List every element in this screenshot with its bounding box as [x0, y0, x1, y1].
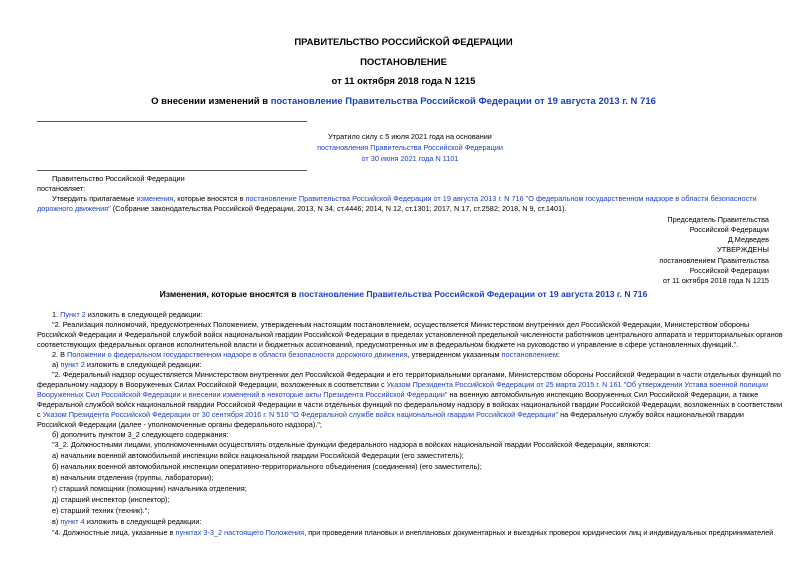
- link-point-2[interactable]: Пункт 2: [60, 310, 86, 319]
- quote-3-a: а) начальник военной автомобильной инспекции войск национальной гвардии Российской Федерации (его заместитель);: [52, 451, 464, 460]
- link-point-2-a[interactable]: пункт 2: [60, 360, 85, 369]
- approved-label: УТВЕРЖДЕНЫ: [717, 245, 769, 254]
- quote-3-f: е) старший техник (техник).";: [52, 506, 150, 515]
- changes-title-prefix: Изменения, которые вносятся в: [159, 289, 299, 299]
- approved-date: от 11 октября 2018 года N 1215: [662, 276, 769, 285]
- document-date: от 11 октября 2018 года N 1215: [331, 76, 476, 87]
- link-changes[interactable]: изменения: [136, 194, 174, 203]
- text-fragment: "4. Должностные лица, указанные в: [52, 528, 176, 537]
- divider-line: [37, 121, 307, 122]
- link-resolution-716[interactable]: постановление Правительства Российской Федерации от 19 августа 2013 г. N 716 "О федеральном государственном надзоре в области безопасности: [245, 194, 757, 203]
- text-fragment: федеральному надзору в Вооруженных Силах Российской Федерации, возложенных в соответствии с: [37, 380, 387, 389]
- quote-4-line-1: [52, 527, 773, 538]
- text-fragment: 1.: [52, 310, 61, 319]
- quote-3-e: д) старший инспектор (инспектор);: [52, 495, 170, 504]
- signature-position: Председатель Правительства: [667, 215, 769, 224]
- preamble-decree: постановляет:: [37, 184, 86, 193]
- signature-name: Д.Медведев: [727, 235, 769, 244]
- approved-country: Российской Федерации: [689, 266, 769, 275]
- text-fragment: , которые вносятся в: [173, 194, 246, 203]
- changes-title-link[interactable]: постановление Правительства Российской Федерации от 19 августа 2013 г. N 716: [298, 289, 648, 299]
- link-road-safety[interactable]: дорожного движения": [37, 204, 111, 213]
- link-decree-161-title[interactable]: "Об утверждении Устава военной полиции: [621, 380, 769, 389]
- text-fragment: изложить в следующей редакции:: [84, 360, 202, 369]
- text-fragment: в): [52, 517, 61, 526]
- quote-3-c: в) начальник отделения (группы, лаборатории);: [52, 473, 214, 482]
- link-regulation[interactable]: Положении о федеральном государственном надзоре в области безопасности дорожного движения: [67, 350, 408, 359]
- quote-2-line-6: Российской Федерации (далее - уполномоченные органы федерального надзора).";: [37, 420, 322, 429]
- text-fragment: , при проведении плановых и внеплановых документарных и выездных проверок юридических лиц и индивидуальных предпринимателей: [304, 528, 774, 537]
- subitem-b: б) дополнить пунктом 3_2 следующего содержания:: [52, 430, 229, 439]
- text-fragment: , утвержденном указанным: [407, 350, 502, 359]
- quote-3-b: б) начальник военной автомобильной инспекции оперативно-территориального объединения (соединения) (его заместитель);: [52, 462, 482, 471]
- quote-3-d: г) старший помощник (помощник) начальника отделения;: [52, 484, 247, 493]
- document-title: [0, 96, 807, 107]
- signature-country: Российской Федерации: [689, 225, 769, 234]
- quote-1-line-1: "2. Реализация полномочий, предусмотренных Положением, утвержденным настоящим постановлением, осуществляется Министерством внутренних дел Российской Федерации, Министерством обороны: [52, 320, 750, 329]
- link-points-3-3-2[interactable]: пунктах 3-3_2 настоящего Положения: [175, 528, 305, 537]
- changes-title: [0, 289, 807, 299]
- link-point-4[interactable]: пункт 4: [60, 517, 85, 526]
- link-decree-161-continued[interactable]: Вооруженных Сил Российской Федерации и внесении изменений в некоторые акты Президента Российской Федерации": [37, 390, 448, 399]
- text-fragment: на военную автомобильную инспекцию Вооруженных Сил Российской Федерации, а также: [447, 390, 759, 399]
- preamble-government: Правительство Российской Федерации: [52, 174, 185, 183]
- link-resolution[interactable]: постановлением: [501, 350, 558, 359]
- link-decree-510[interactable]: Указом Президента Российской Федерации от 30 сентября 2016 г. N 510 "О Федеральной службе войск национальной гвардии Российской Федерации": [42, 410, 559, 419]
- approved-by: постановлением Правительства: [659, 256, 769, 265]
- document-title-link[interactable]: постановление Правительства Российской Федерации от 19 августа 2013 г. N 716: [270, 96, 656, 107]
- text-fragment: (Собрание законодательства Российской Федерации, 2013, N 34, ст.4446; 2014, N 12, ст.1301; 2017, N 17, ст.2582; 2018, N 9, ст.1401).: [110, 204, 567, 213]
- note-link-resolution[interactable]: постановления Правительства Российской Федерации: [317, 143, 503, 152]
- quote-2-line-1: "2. Федеральный надзор осуществляется Министерством внутренних дел Российской Федерации и его территориальными органами, Министерством обороны Российской Федерации в части отдельных функций по: [52, 370, 781, 379]
- text-fragment: 2. В: [52, 350, 68, 359]
- government-heading: ПРАВИТЕЛЬСТВО РОССИЙСКОЙ ФЕДЕРАЦИИ: [294, 37, 513, 48]
- text-fragment: :: [557, 350, 560, 359]
- text-fragment: изложить в следующей редакции:: [84, 517, 202, 526]
- note-link-date[interactable]: от 30 июня 2021 года N 1101: [361, 154, 459, 163]
- document-title-prefix: О внесении изменений в: [151, 96, 271, 107]
- text-fragment: на Федеральную службу войск национальной гвардии: [558, 410, 744, 419]
- quote-3-line-1: "3_2. Должностными лицами, уполномоченными осуществлять отдельные функции федерального надзора в войсках национальной гвардии Российской Федерации, являются:: [52, 440, 651, 449]
- text-fragment: Утвердить прилагаемые: [52, 194, 137, 203]
- divider-line: [37, 170, 307, 171]
- document-type-heading: ПОСТАНОВЛЕНИЕ: [360, 57, 447, 68]
- subitem-c: [52, 516, 202, 527]
- preamble-paragraph-line-2: [37, 203, 567, 214]
- text-fragment: с: [37, 410, 43, 419]
- quote-1-line-3: соответствующих федеральных органов исполнительной власти и бюджетных ассигнований, предусмотренных им в федеральном бюджете на руководство и управление в сфере установленных функций.".: [37, 340, 739, 349]
- link-decree-161[interactable]: Указом Президента Российской Федерации от 25 марта 2015 г. N 161: [386, 380, 622, 389]
- note-line-1: Утратило силу с 5 июля 2021 года на основании: [328, 132, 492, 141]
- text-fragment: а): [52, 360, 61, 369]
- text-fragment: изложить в следующей редакции:: [85, 310, 203, 319]
- quote-2-line-4: Федеральной службой войск национальной гвардии Российской Федерации в части отдельных функций по федеральному надзору в войсках национальной гвардии Российской Федерации, возложенных в соответствии: [37, 400, 783, 409]
- quote-1-line-2: Российской Федерации и Федеральной службой войск национальной гвардии Российской Федерации в пределах установленной предельной численности работников центрального аппарата и территориальных органов: [37, 330, 783, 339]
